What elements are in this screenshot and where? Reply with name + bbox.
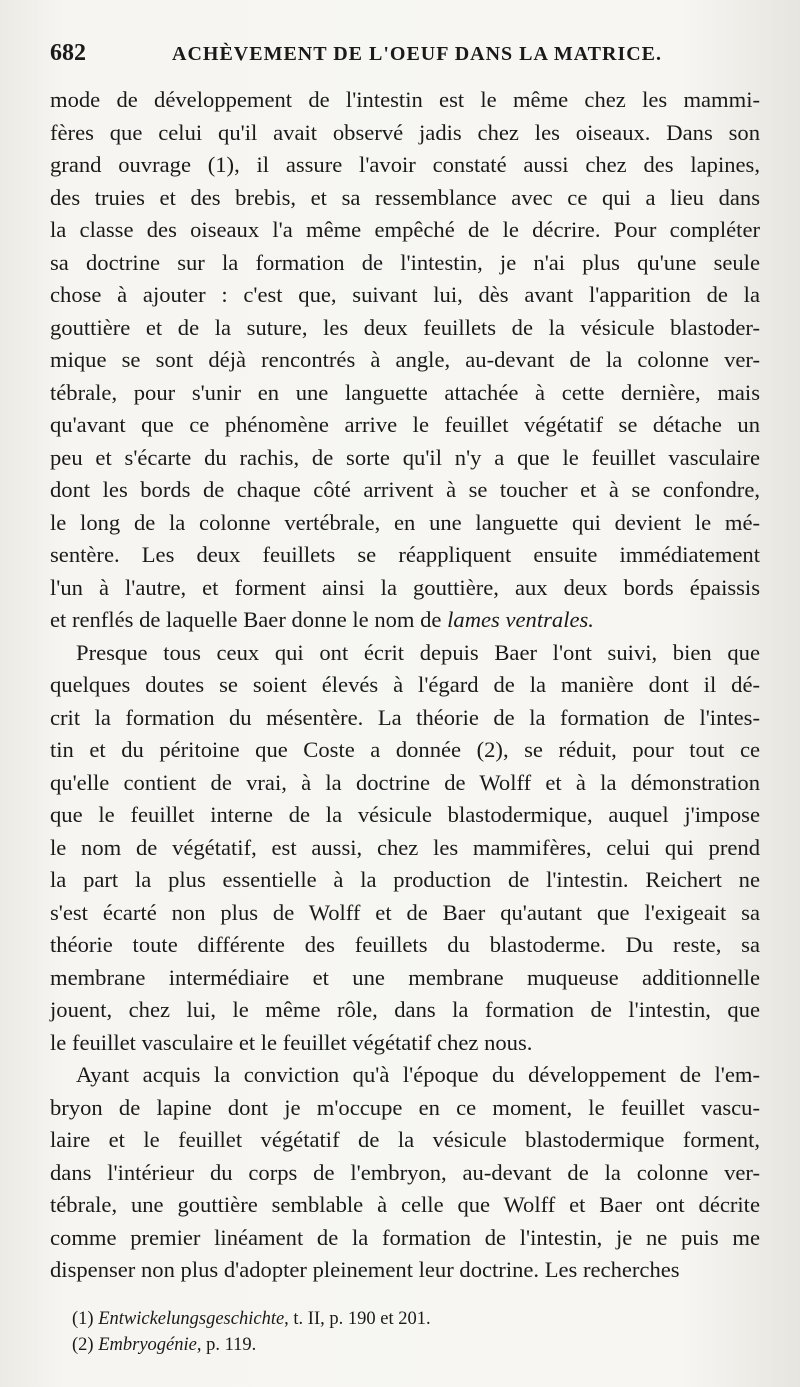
text-line: le feuillet vasculaire et le feuillet végétatif chez nous. xyxy=(50,1029,533,1055)
text-line: grand ouvrage (1), il assure l'avoir constaté aussi chez des lapines, xyxy=(50,152,760,177)
text-line: dispenser non plus d'adopter pleinement leur doctrine. Les recherches xyxy=(50,1257,680,1282)
text-line: mode de développement de l'intestin est le même chez les mammi- xyxy=(50,87,760,112)
text-line: chose à ajouter : c'est que, suivant lui, dès avant l'apparition de la xyxy=(50,282,760,307)
text-line: l'un à l'autre, et forment ainsi la gouttière, aux deux bords épaissis xyxy=(50,574,760,600)
text-line: crit la formation du mésentère. La théorie de la formation de l'intes- xyxy=(50,704,760,730)
text-line: des truies et des brebis, et sa ressemblance avec ce qui a lieu dans xyxy=(50,184,760,210)
footnote xyxy=(72,1306,762,1332)
footnote-mark: (2) xyxy=(72,1335,99,1355)
footnote-mark: (1) xyxy=(72,1309,99,1329)
text-line: dans l'intérieur du corps de l'embryon, au-devant de la colonne ver- xyxy=(50,1159,760,1185)
text-line: tébrale, une gouttière semblable à celle que Wolff et Baer ont décrite xyxy=(50,1192,760,1217)
paragraph xyxy=(50,637,760,1060)
text-line: tébrale, pour s'unir en une languette attachée à cette dernière, mais xyxy=(50,379,760,405)
page-number: 682 xyxy=(50,40,86,66)
text-line: qu'elle contient de vrai, à la doctrine de Wolff et à la démonstration xyxy=(50,769,760,795)
text-line: la classe des oiseaux l'a même empêché de le décrire. Pour compléter xyxy=(50,217,760,242)
text-fragment: et renflés de laquelle Baer donne le nom de xyxy=(50,607,448,632)
text-line: jouent, chez lui, le même rôle, dans la formation de l'intestin, que xyxy=(50,997,760,1022)
body-text xyxy=(50,84,760,1287)
text-line: théorie toute différente des feuillets du blastoderme. Du reste, sa xyxy=(50,932,760,957)
text-line: Ayant acquis la conviction qu'à l'époque du développement de l'em- xyxy=(76,1062,760,1087)
text-line: la part la plus essentielle à la production de l'intestin. Reichert ne xyxy=(50,867,760,892)
footnote-title: Embryogénie xyxy=(98,1335,197,1355)
text-line: comme premier linéament de la formation de l'intestin, je ne puis me xyxy=(50,1224,760,1250)
text-line xyxy=(50,604,760,637)
text-line: laire et le feuillet végétatif de la vésicule blastodermique forment, xyxy=(50,1127,760,1152)
text-line: tin et du péritoine que Coste a donnée (2), se réduit, pour tout ce xyxy=(50,737,760,762)
text-line: qu'avant que ce phénomène arrive le feuillet végétatif se détache un xyxy=(50,412,760,437)
text-line: le long de la colonne vertébrale, en une languette qui devient le mé- xyxy=(50,509,760,535)
text-line: Presque tous ceux qui ont écrit depuis Baer l'ont suivi, bien que xyxy=(76,639,760,665)
paragraph xyxy=(50,84,760,637)
footnote-reference: , t. II, p. 190 et 201. xyxy=(284,1309,431,1329)
text-line: que le feuillet interne de la vésicule blastodermique, auquel j'impose xyxy=(50,802,760,827)
footnote-reference: , p. 119. xyxy=(196,1335,257,1355)
text-line: s'est écarté non plus de Wolff et de Baer qu'autant que l'exigeait sa xyxy=(50,899,760,925)
text-line: fères que celui qu'il avait observé jadis chez les oiseaux. Dans son xyxy=(50,119,760,145)
text-line: quelques doutes se soient élevés à l'égard de la manière dont il dé- xyxy=(50,672,760,697)
footnote-title: Entwickelungsgeschichte xyxy=(98,1309,285,1329)
text-line: sentère. Les deux feuillets se réappliquent ensuite immédiatement xyxy=(50,542,760,567)
paragraph xyxy=(50,1059,760,1287)
footnotes xyxy=(72,1306,762,1358)
text-line: peu et s'écarte du rachis, de sorte qu'il n'y a que le feuillet vasculaire xyxy=(50,444,760,470)
text-line: dont les bords de chaque côté arrivent à se toucher et à se confondre, xyxy=(50,477,760,502)
text-line: bryon de lapine dont je m'occupe en ce moment, le feuillet vascu- xyxy=(50,1094,760,1120)
footnote xyxy=(72,1332,762,1358)
text-line: membrane intermédiaire et une membrane muqueuse additionnelle xyxy=(50,964,760,990)
text-line: sa doctrine sur la formation de l'intestin, je n'ai plus qu'une seule xyxy=(50,249,760,275)
italic-term: lames ventrales. xyxy=(447,607,594,632)
text-line: le nom de végétatif, est aussi, chez les mammifères, celui qui prend xyxy=(50,834,760,860)
text-line: gouttière et de la suture, les deux feuillets de la vésicule blastoder- xyxy=(50,314,760,340)
text-line: mique se sont déjà rencontrés à angle, au-devant de la colonne ver- xyxy=(50,347,760,372)
running-head: ACHÈVEMENT DE L'OEUF DANS LA MATRICE. xyxy=(172,43,663,65)
page-header xyxy=(50,40,760,74)
